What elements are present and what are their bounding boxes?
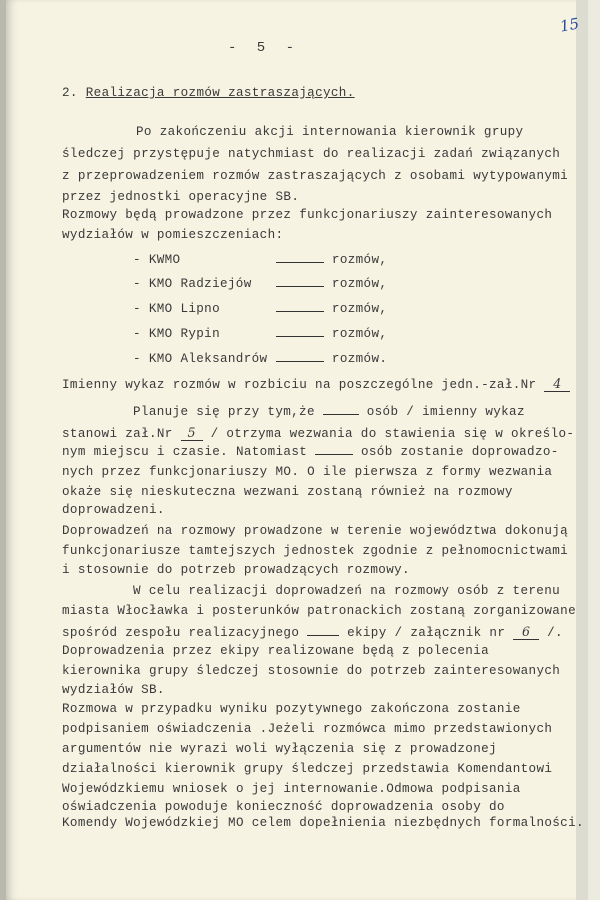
attachment-number: 5 [181,425,203,441]
text-line: oświadczenia powoduje konieczność doprowadzenia osoby do [62,800,505,814]
text-line: Komendy Wojewódzkiej MO celem dopełnienia niezbędnych formalności. [62,816,584,830]
text-line: miasta Włocławka i posterunków patronackich zostaną zorganizowane [62,604,576,618]
location-item: - KMO Rypin [133,327,220,341]
text-line: doprowadzeni. [62,503,165,517]
location-item: - KWMO [133,253,181,267]
text-line: działalności kierownik grupy śledczej przedstawia Komendantowi [62,762,553,776]
attachment-number: 4 [544,376,570,392]
attachment-number: 6 [513,624,539,640]
folio-number: 15 [558,14,581,36]
text-line: nym miejscu i czasie. Natomiast osób zostanie doprowadzo- [62,445,559,459]
location-blank: rozmów, [276,253,387,267]
text-line: stanowi zał.Nr 5 / otrzyma wezwania do stawienia się w określo- [62,425,575,441]
location-blank: rozmów. [276,352,387,366]
text-line: funkcjonariusze tamtejszych jednostek zgodnie z pełnomocnictwami [62,544,569,558]
text-line: nych przez funkcjonariuszy MO. O ile pierwsza z formy wezwania [62,465,553,479]
page-number: - 5 - [228,40,301,56]
text-line: śledczej przystępuje natychmiast do realizacji zadań związanych [62,147,561,161]
text-line: okaże się nieskuteczna wezwani zostaną również na rozmowy [62,485,513,499]
section-heading [62,86,355,100]
text-line: z przeprowadzeniem rozmów zastraszających z osobami wytypowanymi [62,169,569,183]
text-line: kierownika grupy śledczej stosownie do potrzeb zainteresowanych [62,664,561,678]
heading-title: Realizacja rozmów zastraszających. [85,86,355,100]
text-line: wydziałów w pomieszczeniach: [62,228,284,242]
list-note: Imienny wykaz rozmów w rozbiciu na poszczególne jedn.-zał.Nr 4 [62,376,570,392]
text-line: spośród zespołu realizacyjnego ekipy / załącznik nr 6 /. [62,624,563,640]
text-line: Doprowadzeń na rozmowy prowadzone w terenie województwa dokonują [62,524,569,538]
text-line: wydziałów SB. [62,683,165,697]
heading-number: 2. [62,86,78,100]
text-line: Rozmowa w przypadku wyniku pozytywnego zakończona zostanie [62,702,521,716]
location-blank: rozmów, [276,277,387,291]
text-line: argumentów nie wyrazi woli wyłączenia się z prowadzonej [62,742,497,756]
text-line: Doprowadzenia przez ekipy realizowane będą z polecenia [62,644,490,658]
text-line: Wojewódzkiemu wniosek o jej internowanie.Odmowa podpisania [62,782,521,796]
location-item: - KMO Aleksandrów [133,352,268,366]
text-line: Planuje się przy tym,że osób / imienny wykaz [133,405,525,419]
location-blank: rozmów, [276,302,387,316]
location-blank: rozmów, [276,327,387,341]
location-item: - KMO Lipno [133,302,220,316]
text-line: podpisaniem oświadczenia .Jeżeli rozmówca mimo przedstawionych [62,722,553,736]
text-line: i stosownie do potrzeb prowadzących rozmowy. [62,563,410,577]
text-line: przez jednostki operacyjne SB. [62,190,300,204]
text-line: Po zakończeniu akcji internowania kierownik grupy [136,125,524,139]
text-line: W celu realizacji doprowadzeń na rozmowy osób z terenu [133,584,561,598]
location-item: - KMO Radziejów [133,277,252,291]
page-edge-right [576,0,588,900]
text-line: Rozmowy będą prowadzone przez funkcjonariuszy zainteresowanych [62,208,553,222]
